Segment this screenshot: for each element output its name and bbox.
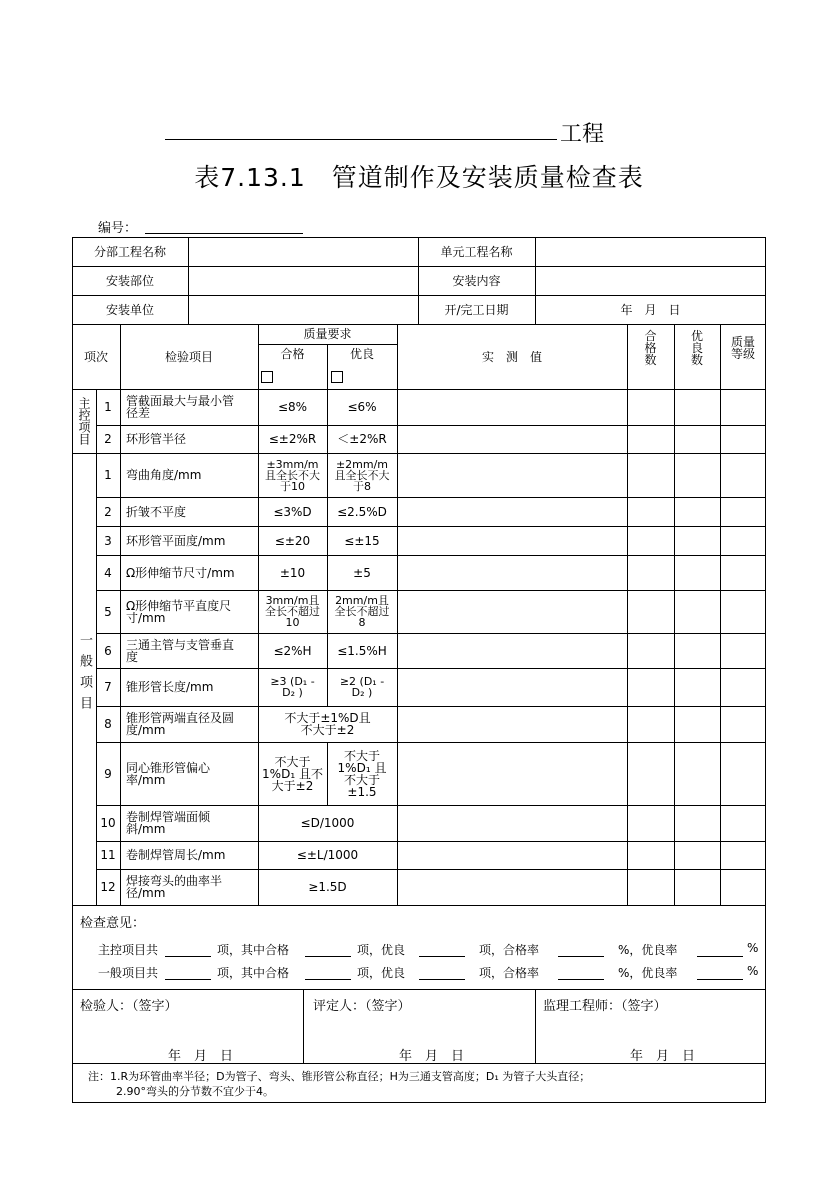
- opinion-item-rate: 项，合格率: [479, 966, 540, 980]
- general-item-no: 7: [104, 680, 112, 694]
- install-part-label: 安装部位: [105, 273, 154, 288]
- general-item-good: ≥2 (D₁ -D₂ ): [339, 675, 385, 699]
- main-item-no: 2: [104, 432, 112, 446]
- supervisor-date: 年 月 日: [630, 1049, 696, 1064]
- supervisor-sign[interactable]: 监理工程师：（签字）: [543, 999, 667, 1014]
- opinion-item-good: 项，优良: [357, 966, 406, 980]
- note-line-2: 2.90°弯头的分节数不宜少于4。: [116, 1085, 274, 1098]
- main-item-pass: ≤±2%R: [268, 432, 317, 446]
- grid-line: [303, 989, 304, 1063]
- code-label: 编号：: [98, 221, 138, 236]
- opinion-item-pass: 项，其中合格: [217, 943, 290, 957]
- good-checkbox[interactable]: [331, 371, 343, 383]
- general-item-name: 环形管平面度/mm: [126, 533, 226, 548]
- col-measured: 实 测 值: [481, 349, 542, 364]
- opinion-item-pass: 项，其中合格: [217, 966, 290, 980]
- code-blank: [145, 233, 303, 234]
- main-good-rate-blank[interactable]: [697, 956, 743, 957]
- general-item-pass: ≤2%H: [273, 643, 312, 658]
- general-item-good: 不大于1%D₁ 且不大于±1.5: [337, 748, 387, 799]
- general-item-no: 4: [104, 565, 112, 580]
- opinion-general-prefix: 一般项目共: [98, 966, 159, 980]
- project-name-blank: [165, 139, 557, 140]
- note-line-1: 注：1.R为环管曲率半径；D为管子、弯头、锥形管公称直径；H为三通支管高度；D₁ 为管子大头直径；: [88, 1070, 591, 1083]
- general-item-name: Ω形伸缩节平直度尺寸/mm: [126, 598, 232, 625]
- general-item-pass: ≤3%D: [273, 504, 312, 519]
- general-item-good: ≤2.5%D: [337, 504, 387, 519]
- general-item-merged: 不大于±1%D且不大于±2: [284, 711, 371, 737]
- grid-line: [397, 324, 398, 905]
- main-item-no: 1: [104, 400, 112, 414]
- col-good-count: 优良数: [690, 329, 703, 367]
- install-content-label: 安装内容: [452, 273, 501, 288]
- opinion-item-rate: 项，合格率: [479, 943, 540, 957]
- opinion-pct: %: [747, 941, 759, 955]
- grid-line: [535, 989, 536, 1063]
- general-item-good: ±2mm/m且全长不大于8: [334, 457, 390, 493]
- general-item-no: 8: [104, 717, 112, 731]
- general-item-good: ≤1.5%H: [337, 643, 387, 658]
- general-item-no: 12: [100, 880, 116, 894]
- main-pass-blank[interactable]: [305, 956, 351, 957]
- general-item-merged: ≤D/1000: [300, 816, 355, 830]
- col-grade: 质量等级: [730, 335, 755, 361]
- general-good-rate-blank[interactable]: [697, 979, 743, 980]
- install-unit-label: 安装单位: [105, 302, 154, 317]
- general-item-name: 卷制焊管周长/mm: [126, 848, 226, 862]
- grid-line: [72, 989, 766, 990]
- main-item-pass: ≤8%: [277, 400, 308, 414]
- general-item-name: 同心锥形管偏心率/mm: [126, 760, 211, 787]
- project-suffix: 工程: [560, 122, 605, 147]
- main-pass-rate-blank[interactable]: [558, 956, 604, 957]
- general-item-good: ≤±15: [344, 533, 380, 548]
- main-item-name: 环形管半径: [126, 432, 187, 446]
- col-quality-req: 质量要求: [303, 327, 352, 341]
- main-good-blank[interactable]: [419, 956, 465, 957]
- general-item-name: 锥形管长度/mm: [126, 680, 214, 694]
- general-item-pass: ±3mm/m且全长不大于10: [265, 457, 320, 493]
- grid-line: [627, 324, 628, 905]
- install-unit-value[interactable]: [188, 295, 418, 324]
- general-item-name: 弯曲角度/mm: [126, 468, 202, 482]
- general-item-pass: ≤±20: [274, 533, 311, 548]
- general-item-good: 2mm/m且全长不超过8: [334, 594, 390, 629]
- main-total-blank[interactable]: [165, 956, 211, 957]
- general-total-blank[interactable]: [165, 979, 211, 980]
- inspector-date: 年 月 日: [168, 1049, 234, 1064]
- general-item-name: 折皱不平度: [126, 504, 187, 519]
- general-item-no: 1: [104, 468, 112, 482]
- evaluator-date: 年 月 日: [399, 1049, 465, 1064]
- inspector-sign[interactable]: 检验人：（签字）: [80, 999, 178, 1014]
- general-item-no: 9: [104, 766, 112, 781]
- division-value[interactable]: [188, 237, 418, 266]
- main-item-good: ≤6%: [347, 400, 377, 414]
- general-item-name: 锥形管两端直径及圆度/mm: [126, 711, 235, 737]
- general-item-pass: 不大于1%D₁ 且不大于±2: [262, 754, 323, 793]
- install-content-value[interactable]: [535, 266, 766, 295]
- grid-line: [720, 324, 721, 905]
- unit-value[interactable]: [535, 237, 766, 266]
- group-main: 主控项目: [77, 397, 91, 445]
- opinion-pct: %: [747, 964, 759, 978]
- grid-line: [674, 324, 675, 905]
- general-item-no: 11: [100, 848, 116, 862]
- general-item-no: 2: [104, 504, 112, 519]
- col-item-no: 项次: [83, 349, 108, 364]
- general-item-no: 5: [104, 604, 112, 619]
- general-item-name: Ω形伸缩节尺寸/mm: [126, 565, 235, 580]
- col-check-item: 检验项目: [164, 349, 213, 364]
- general-item-name: 三通主管与支管垂直度: [126, 637, 235, 664]
- general-item-good: ±5: [353, 565, 371, 580]
- general-item-name: 焊接弯头的曲率半径/mm: [126, 874, 223, 900]
- general-item-name: 卷制焊管端面倾斜/mm: [126, 810, 211, 836]
- main-item-name: 管截面最大与最小管径差: [126, 394, 235, 420]
- pass-checkbox[interactable]: [261, 371, 273, 383]
- col-pass: 合格: [280, 347, 305, 361]
- grid-line: [72, 905, 766, 906]
- general-item-pass: 3mm/m且全长不超过10: [265, 594, 320, 629]
- opinion-item-good: 项，优良: [357, 943, 406, 957]
- opinion-good-rate: %，优良率: [618, 966, 678, 980]
- date-label: 开/完工日期: [444, 302, 509, 317]
- opinion-label: 检查意见：: [80, 916, 146, 931]
- general-item-merged: ≤±L/1000: [296, 848, 359, 862]
- general-item-pass: ≥3 (D₁ -D₂ ): [270, 675, 315, 699]
- general-item-no: 6: [104, 643, 112, 658]
- unit-label: 单元工程名称: [440, 244, 513, 259]
- group-general: 一般项目: [77, 633, 92, 717]
- general-item-merged: ≥1.5D: [308, 880, 347, 894]
- general-good-blank[interactable]: [419, 979, 465, 980]
- general-item-no: 10: [100, 816, 116, 830]
- install-part-value[interactable]: [188, 266, 418, 295]
- evaluator-sign[interactable]: 评定人：（签字）: [313, 999, 411, 1014]
- opinion-good-rate: %，优良率: [618, 943, 678, 957]
- general-item-pass: ±10: [279, 565, 306, 580]
- opinion-main-prefix: 主控项目共: [98, 943, 159, 957]
- main-item-good: ＜±2%R: [337, 432, 387, 446]
- general-pass-blank[interactable]: [305, 979, 351, 980]
- col-good: 优良: [349, 347, 374, 361]
- general-item-no: 3: [104, 533, 112, 548]
- general-pass-rate-blank[interactable]: [558, 979, 604, 980]
- division-label: 分部工程名称: [93, 244, 166, 259]
- col-pass-count: 合格数: [644, 329, 657, 367]
- page-title: 表7.13.1 管道制作及安装质量检查表: [194, 163, 644, 192]
- date-value[interactable]: 年 月 日: [620, 302, 681, 317]
